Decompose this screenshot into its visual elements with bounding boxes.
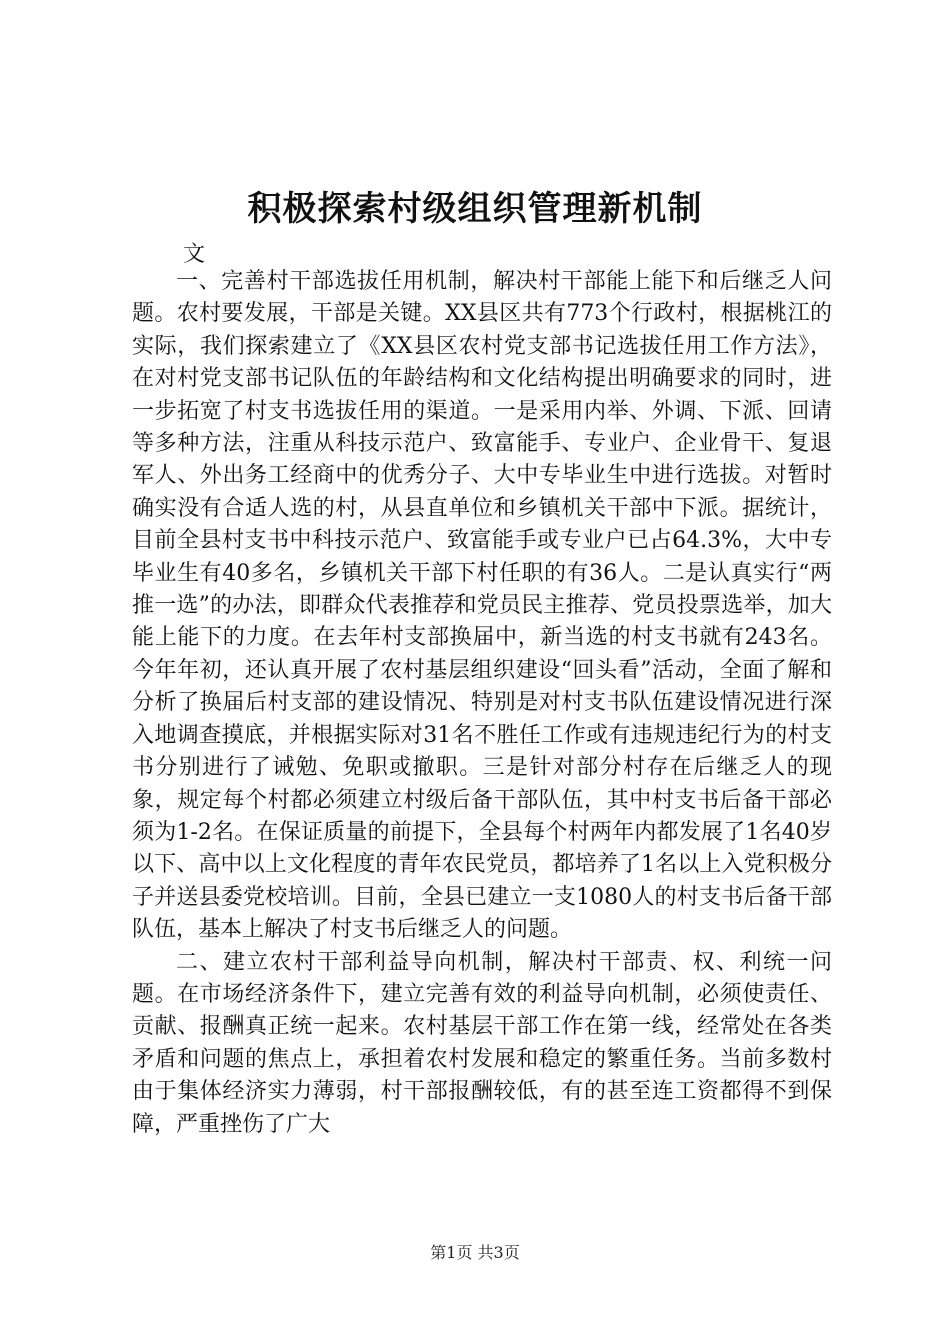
paragraph: 二、建立农村干部利益导向机制，解决村干部责、权、利统一问题。在市场经济条件下，建立完善有效的利益导向机制，必须使责任、贡献、报酬真正统一起来。农村基层干部工作在第一线，经常处在各类矛盾和问题的焦点上，承担着农村发展和稳定的繁重任务。当前多数村由于集体经济实力薄弱，村干部报酬较低，有的甚至连工资都得不到保障，严重挫伤了广大 xyxy=(132,949,832,1137)
page-footer: 第1页 共3页 xyxy=(430,1243,520,1262)
document-title: 积极探索村级组织管理新机制 xyxy=(247,189,703,229)
author-line: 文 xyxy=(183,242,206,267)
document-body xyxy=(132,266,832,1141)
paragraph: 一、完善村干部选拔任用机制，解决村干部能上能下和后继乏人问题。农村要发展，干部是关键。XX县区共有773个行政村，根据桃江的实际，我们探索建立了《XX县区农村党支部书记选拔任用工作方法》，在对村党支部书记队伍的年龄结构和文化结构提出明确要求的同时，进一步拓宽了村支书选拔任用的渠道。一是采用内举、外调、下派、回请等多种方法，注重从科技示范户、致富能手、专业户、企业骨干、复退军人、外出务工经商中的优秀分子、大中专毕业生中进行选拔。对暂时确实没有合适人选的村，从县直单位和乡镇机关干部中下派。据统计，目前全县村支书中科技示范户、致富能手或专业户已占64.3%，大中专毕业生有40多名，乡镇机关干部下村任职的有36人。二是认真实行“两推一选”的办法，即群众代表推荐和党员民主推荐、党员投票选举，加大能上能下的力度。在去年村支部换届中，新当选的村支书就有243名。今年年初，还认真开展了农村基层组织建设“回头看”活动，全面了解和分析了换届后村支部的建设情况、特别是对村支书队伍建设情况进行深入地调查摸底，并根据实际对31名不胜任工作或有违规违纪行为的村支书分别进行了诫勉、免职或撤职。三是针对部分村存在后继乏人的现象，规定每个村都必须建立村级后备干部队伍，其中村支书后备干部必须为1-2名。在保证质量的前提下，全县每个村两年内都发展了1名40岁以下、高中以上文化程度的青年农民党员，都培养了1名以上入党积极分子并送县委党校培训。目前，全县已建立一支1080人的村支书后备干部队伍，基本上解决了村支书后继乏人的问题。 xyxy=(132,269,832,943)
